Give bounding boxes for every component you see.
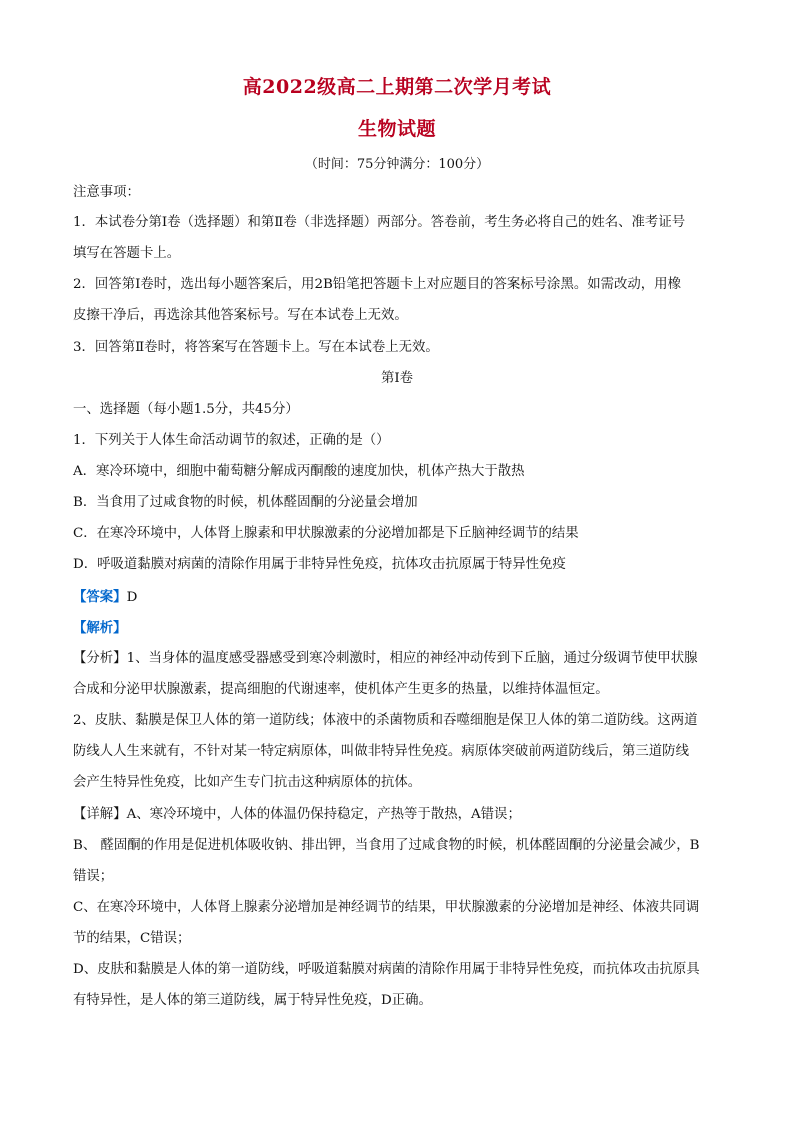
detail-line: B、 醛固酮的作用是促进机体吸收钠、排出钾，当食用了过咸食物的时候，机体醛固酮的分泌量会减少，B — [73, 838, 700, 853]
question-stem: 1．下列关于人体生命活动调节的叙述，正确的是（） — [73, 433, 390, 448]
option-b: B．当食用了过咸食物的时候，机体醛固酮的分泌量会增加 — [73, 495, 418, 510]
detail-line — [73, 806, 733, 824]
answer-line — [73, 588, 733, 607]
subject-title: 生物试题 — [357, 118, 436, 140]
analysis-line: 合成和分泌甲状腺激素，提高细胞的代谢速率，使机体产生更多的热量，以维持体温恒定。 — [73, 682, 609, 697]
detail-line: 错误； — [73, 869, 114, 884]
section-heading: 一、选择题（每小题1.5分，共45分） — [73, 402, 299, 417]
detail-line: 有特异性，是人体的第三道防线，属于特异性免疫，D正确。 — [73, 993, 432, 1008]
analysis-tag: 【解析】 — [73, 620, 127, 636]
option-c: C．在寒冷环境中，人体肾上腺素和甲状腺激素的分泌增加都是下丘脑神经调节的结果 — [73, 526, 579, 541]
analysis-line: 2、皮肤、黏膜是保卫人体的第一道防线；体液中的杀菌物质和吞噬细胞是保卫人体的第二道防线。这两道 — [73, 713, 698, 728]
note-line: 填写在答题卡上。 — [73, 246, 181, 261]
volume-heading: 第Ⅰ卷 — [380, 371, 414, 386]
analysis-line — [73, 650, 733, 668]
analysis-line: 会产生特异性免疫，比如产生专门抗击这种病原体的抗体。 — [73, 775, 422, 790]
analysis-heading — [73, 619, 733, 638]
analysis-line: 防线人人生来就有，不针对某一特定病原体，叫做非特异性免疫。病原体突破前两道防线后，第三道防线 — [73, 744, 689, 759]
note-line: 2．回答第Ⅰ卷时，选出每小题答案后，用2B铅笔把答题卡上对应题目的答案标号涂黑。如需改动，用橡 — [73, 277, 681, 292]
analysis-text: 1、当身体的温度感受器感受到寒冷刺激时，相应的神经冲动传到下丘脑，通过分级调节使甲状腺 — [126, 651, 698, 666]
answer-tag: 【答案】 — [73, 589, 127, 605]
answer-value: D — [126, 590, 138, 605]
detail-text: A、寒冷环境中，人体的体温仍保持稳定，产热等于散热，A错误； — [126, 807, 521, 822]
detail-tag: 【详解】 — [73, 807, 127, 822]
detail-line: D、皮肤和黏膜是人体的第一道防线，呼吸道黏膜对病菌的清除作用属于非特异性免疫，而抗体攻击抗原具 — [73, 962, 700, 977]
option-d: D．呼吸道黏膜对病菌的清除作用属于非特异性免疫，抗体攻击抗原属于特异性免疫 — [73, 557, 566, 572]
notes-heading: 注意事项： — [73, 185, 140, 200]
exam-title: 高2022级高二上期第二次学月考试 — [242, 76, 552, 98]
time-info: （时间：75分钟满分：100分） — [304, 157, 490, 172]
note-line: 皮擦干净后，再选涂其他答案标号。写在本试卷上无效。 — [73, 308, 408, 323]
detail-line: C、在寒冷环境中，人体肾上腺素分泌增加是神经调节的结果，甲状腺激素的分泌增加是神经、体液共同调 — [73, 900, 700, 915]
option-a: A．寒冷环境中，细胞中葡萄糖分解成丙酮酸的速度加快，机体产热大于散热 — [73, 464, 525, 479]
note-line: 3．回答第Ⅱ卷时，将答案写在答题卡上。写在本试卷上无效。 — [73, 340, 439, 355]
detail-line: 节的结果，C错误； — [73, 931, 191, 946]
fenxi-tag: 【分析】 — [73, 651, 127, 666]
note-line: 1．本试卷分第Ⅰ卷（选择题）和第Ⅱ卷（非选择题）两部分。答卷前，考生务必将自己的姓名、准考证号 — [73, 215, 686, 230]
